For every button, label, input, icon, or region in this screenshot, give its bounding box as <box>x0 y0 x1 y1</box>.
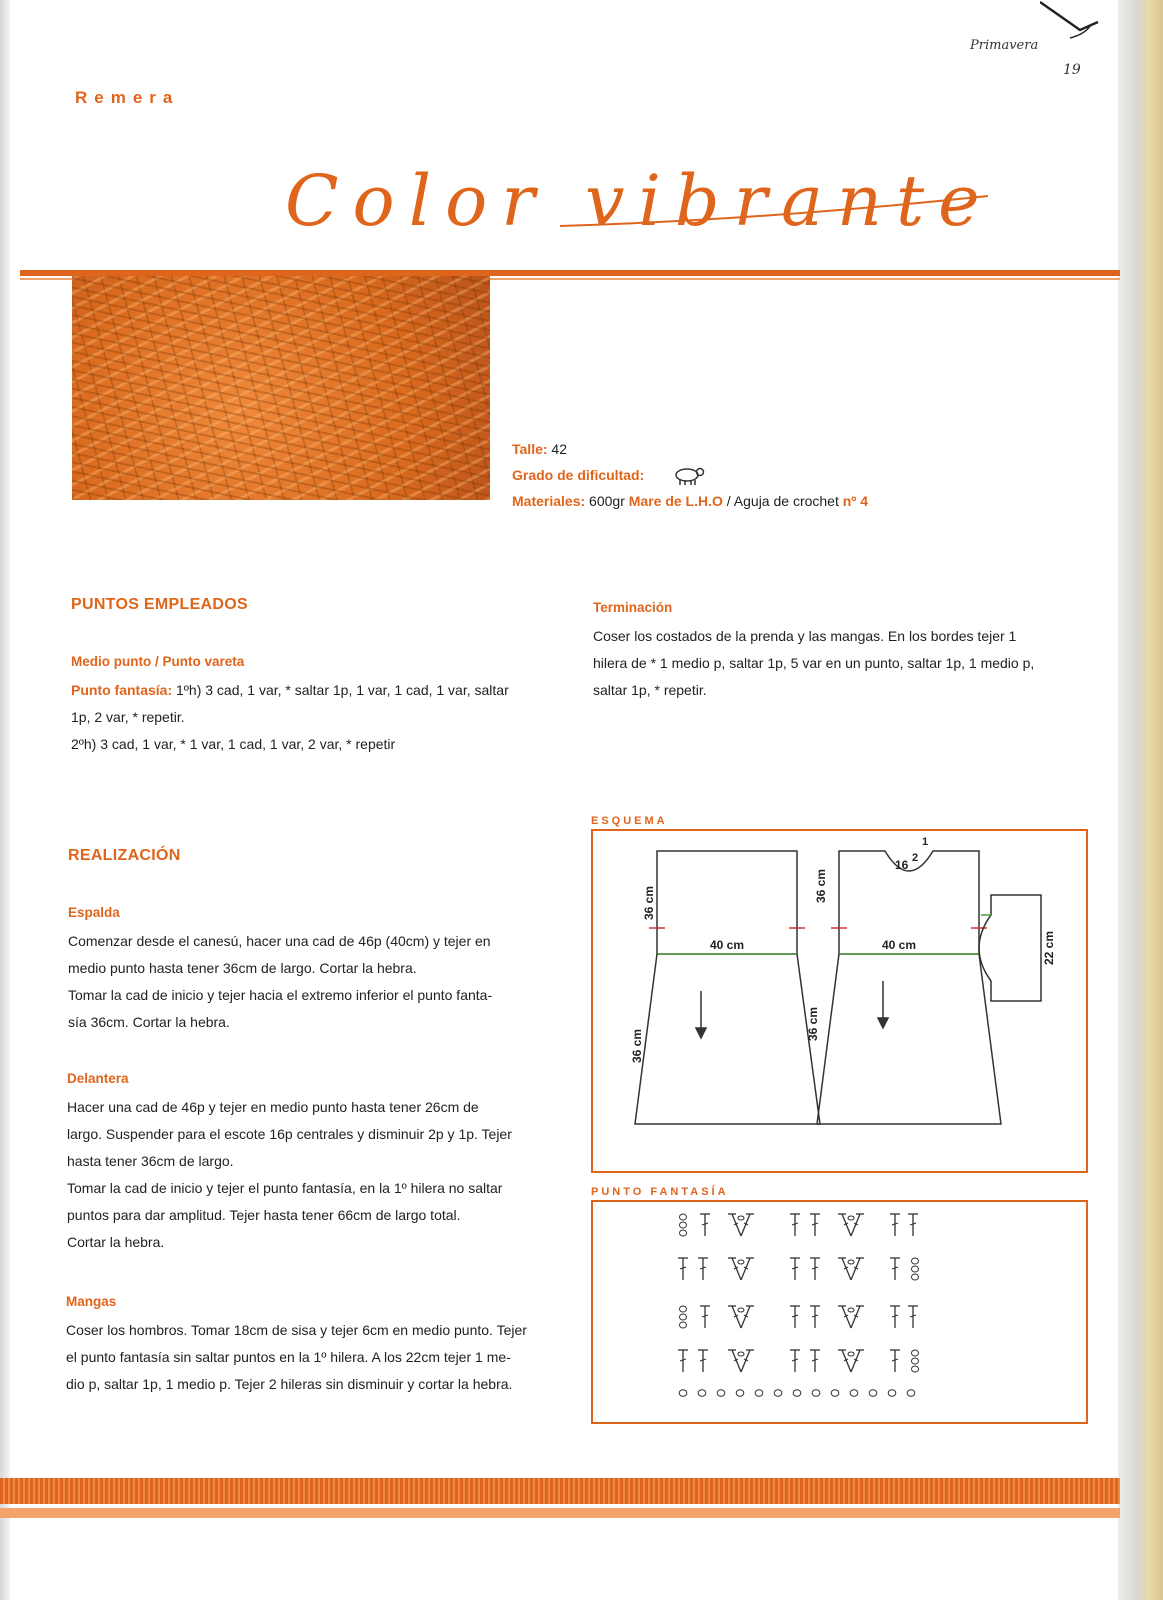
terminacion-text <box>593 623 1103 704</box>
delantera-line: largo. Suspender para el escote 16p centrales y disminuir 2p y 1p. Tejer <box>67 1126 512 1142</box>
mangas-line: dio p, saltar 1p, 1 medio p. Tejer 2 hileras sin disminuir y cortar la hebra. <box>66 1376 513 1392</box>
mangas-text <box>66 1317 566 1398</box>
page-number: 19 <box>1063 62 1081 78</box>
sleeve-piece <box>979 895 1041 1001</box>
talle-row <box>512 436 868 462</box>
chart-row-2 <box>680 1306 919 1328</box>
specs-block <box>512 436 868 514</box>
puntos-sub: Medio punto / Punto vareta <box>71 654 245 669</box>
esquema-label: ESQUEMA <box>591 815 668 827</box>
espalda-line: medio punto hasta tener 36cm de largo. Cortar la hebra. <box>68 960 417 976</box>
espalda-text <box>68 928 568 1036</box>
dificultad-label: Grado de dificultad: <box>512 467 645 483</box>
terminacion-line: hilera de * 1 medio p, saltar 1p, 5 var en un punto, saltar 1p, 1 medio p, <box>593 655 1035 671</box>
delantera-text <box>67 1094 567 1256</box>
footer-band-thin <box>0 1508 1120 1518</box>
chart-row-4 <box>680 1214 919 1236</box>
materiales-label: Materiales: <box>512 493 586 509</box>
espalda-line: Comenzar desde el canesú, hacer una cad de 46p (40cm) y tejer en <box>68 933 491 949</box>
fantasia-row-1b: 1p, 2 var, * repetir. <box>71 709 185 725</box>
neck-dec-a-label: 2 <box>912 852 919 864</box>
puntos-fantasia <box>71 677 571 758</box>
back-direction-arrow <box>696 991 706 1038</box>
talle-label: Talle: <box>512 441 548 457</box>
neck-dec-b-label: 1 <box>922 836 929 848</box>
realizacion-heading: REALIZACIÓN <box>68 847 181 864</box>
garment-schematic <box>593 831 1086 1171</box>
mangas-line: Coser los hombros. Tomar 18cm de sisa y tejer 6cm en medio punto. Tejer <box>66 1322 527 1338</box>
talle-value: 42 <box>551 441 567 457</box>
back-width-label: 40 cm <box>709 938 745 952</box>
delantera-line: hasta tener 36cm de largo. <box>67 1153 234 1169</box>
punto-fantasia-box <box>591 1200 1088 1424</box>
mangas-title: Mangas <box>66 1294 117 1309</box>
esquema-box <box>591 829 1088 1173</box>
footer-band <box>0 1478 1120 1504</box>
materiales-needle: nº 4 <box>842 493 869 509</box>
delantera-line: Tomar la cad de inicio y tejer el punto fantasía, en la 1º hilera no saltar <box>67 1180 503 1196</box>
fantasia-row-1: 1ºh) 3 cad, 1 var, * saltar 1p, 1 var, 1 cad, 1 var, saltar <box>176 682 509 698</box>
terminacion-title: Terminación <box>593 600 673 615</box>
delantera-line: Cortar la hebra. <box>67 1234 165 1250</box>
front-piece <box>817 851 1001 1124</box>
fantasia-label: Punto fantasía: <box>71 682 173 698</box>
punto-fantasia-label: PUNTO FANTASÍA <box>591 1186 729 1198</box>
front-height-top-label: 36 cm <box>814 868 828 904</box>
dificultad-row <box>512 462 868 488</box>
foundation-chain <box>679 1390 915 1397</box>
sleeve-height-label: 22 cm <box>1042 930 1056 966</box>
front-height-bottom-label: 36 cm <box>806 1006 820 1042</box>
materiales-separator: / Aguja de crochet <box>726 493 839 509</box>
page-title: Color vibrante <box>285 160 994 242</box>
delantera-line: puntos para dar amplitud. Tejer hasta tener 66cm de largo total. <box>67 1207 461 1223</box>
materiales-amount: 600gr <box>589 493 625 509</box>
espalda-line: sía 36cm. Cortar la hebra. <box>68 1014 230 1030</box>
neck-width-label: 16 <box>895 858 909 872</box>
sheep-icon <box>672 466 706 486</box>
page-left-edge <box>0 0 10 1600</box>
section-label: Remera <box>75 88 180 107</box>
back-height-bottom-label: 36 cm <box>630 1028 644 1064</box>
front-width-label: 40 cm <box>881 938 917 952</box>
page-binding-edge <box>1118 0 1163 1600</box>
fantasia-row-2: 2ºh) 3 cad, 1 var, * 1 var, 1 cad, 1 var, 2 var, * repetir <box>71 736 396 752</box>
chart-row-3 <box>678 1258 919 1280</box>
corner-needle-icon <box>1040 0 1120 40</box>
terminacion-line: Coser los costados de la prenda y las mangas. En los bordes tejer 1 <box>593 628 1017 644</box>
materiales-yarn: Mare de L.H.O <box>628 493 723 509</box>
front-direction-arrow <box>878 981 888 1028</box>
delantera-title: Delantera <box>67 1071 129 1086</box>
delantera-line: Hacer una cad de 46p y tejer en medio punto hasta tener 26cm de <box>67 1099 479 1115</box>
issue-name: Primavera <box>970 38 1039 53</box>
stitch-chart <box>593 1202 1086 1422</box>
espalda-line: Tomar la cad de inicio y tejer hacia el extremo inferior el punto fanta- <box>68 987 493 1003</box>
terminacion-line: saltar 1p, * repetir. <box>593 682 707 698</box>
mangas-line: el punto fantasía sin saltar puntos en la 1º hilera. A los 22cm tejer 1 me- <box>66 1349 511 1365</box>
title-flourish <box>560 190 990 230</box>
back-height-top-label: 36 cm <box>642 885 656 921</box>
back-piece <box>635 851 820 1124</box>
espalda-title: Espalda <box>68 905 120 920</box>
crochet-swatch-photo <box>72 276 490 500</box>
puntos-heading: PUNTOS EMPLEADOS <box>71 596 248 613</box>
chart-row-1 <box>678 1350 919 1372</box>
materiales-row <box>512 488 868 514</box>
